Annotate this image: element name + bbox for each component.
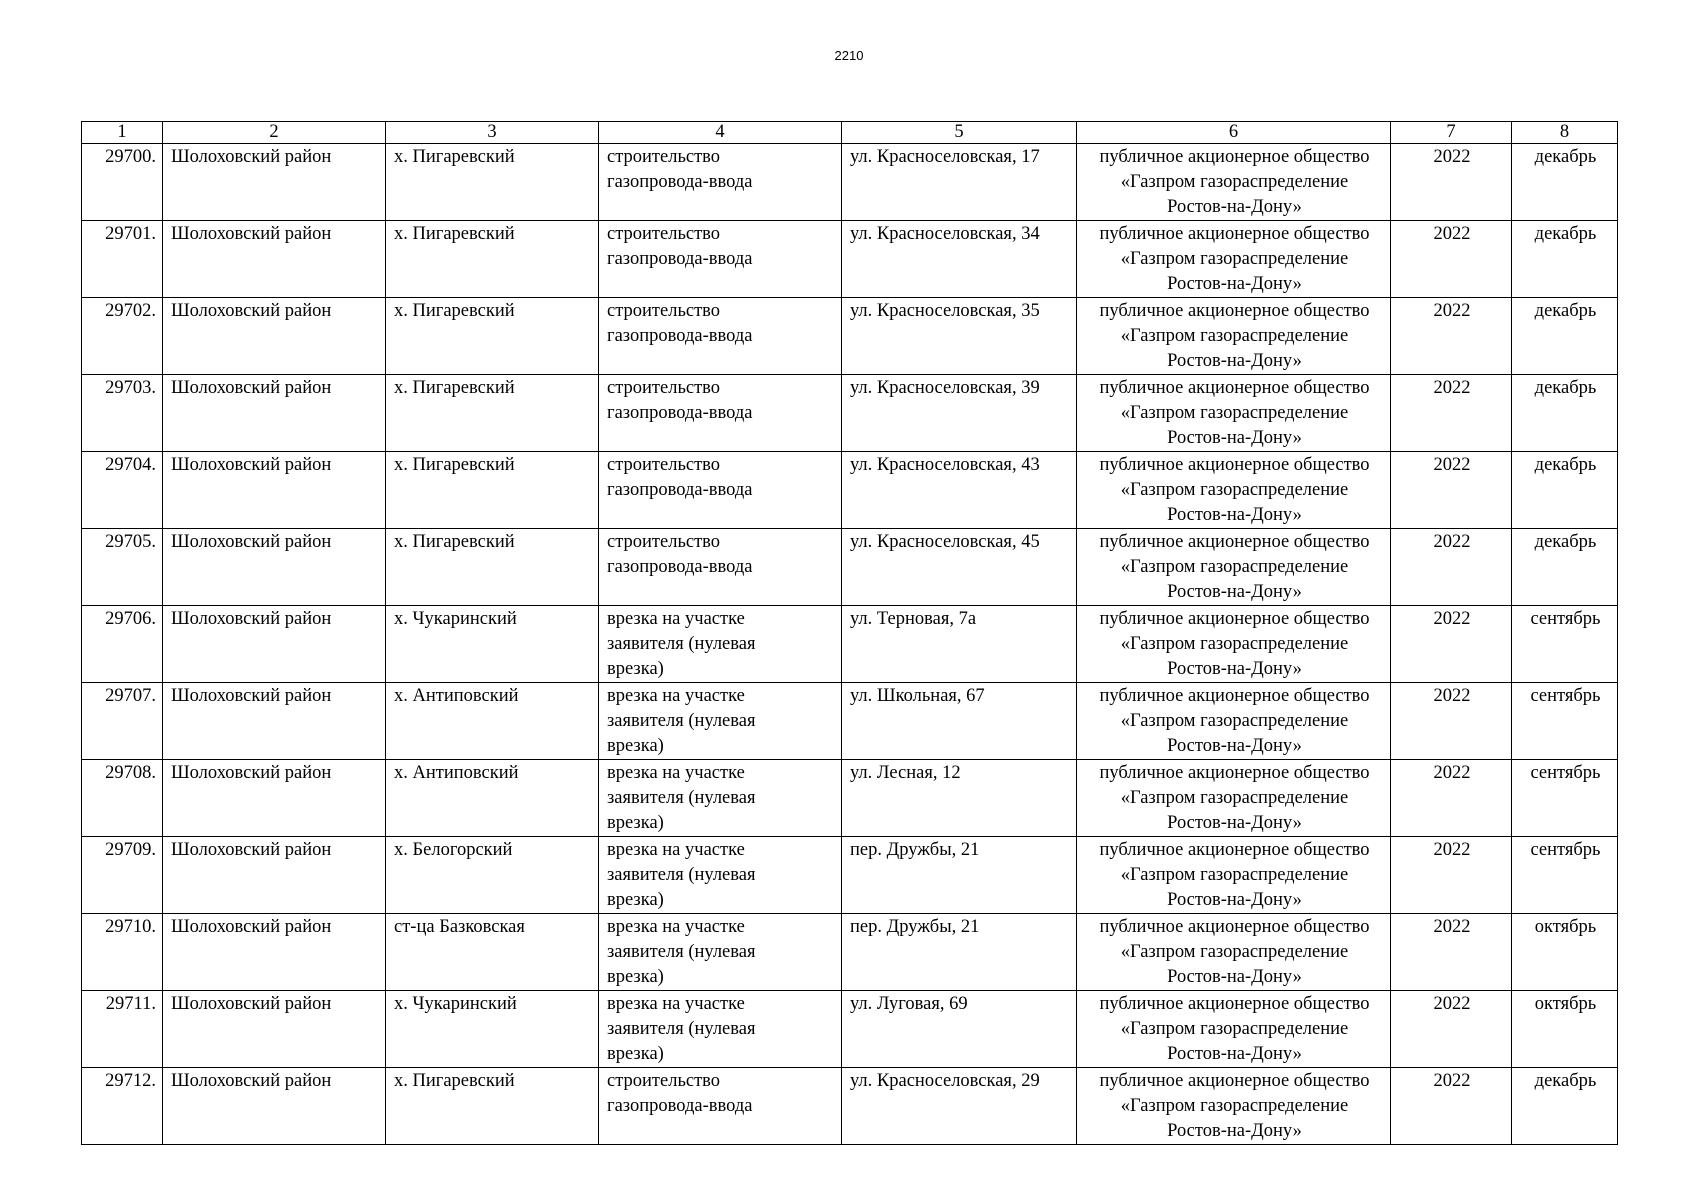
organization-line: публичное акционерное общество <box>1099 455 1370 475</box>
settlement-cell: ст-ца Базковская <box>386 914 599 991</box>
work-type-cell <box>599 144 842 221</box>
data-table <box>81 121 1618 1145</box>
column-header: 3 <box>386 122 599 144</box>
year-cell: 2022 <box>1391 375 1512 452</box>
organization-line: Ростов-на-Дону» <box>1167 659 1302 679</box>
table-row <box>82 144 1618 221</box>
work-line: врезка) <box>607 967 664 987</box>
organization-cell <box>1077 606 1391 683</box>
table-row <box>82 298 1618 375</box>
organization-line: «Газпром газораспределение <box>1120 403 1349 423</box>
table-row <box>82 837 1618 914</box>
work-line: врезка) <box>607 890 664 910</box>
work-line: заявителя (нулевая <box>607 942 756 962</box>
work-line: строительство <box>607 301 721 321</box>
table-row <box>82 529 1618 606</box>
organization-cell <box>1077 760 1391 837</box>
year-cell: 2022 <box>1391 837 1512 914</box>
row-number: 29707. <box>82 683 163 760</box>
settlement-cell: х. Пигаревский <box>386 529 599 606</box>
work-line: газопровода-ввода <box>607 249 753 269</box>
district-cell: Шолоховский район <box>163 1068 386 1145</box>
organization-line: Ростов-на-Дону» <box>1167 505 1302 525</box>
work-line: врезка на участке <box>607 609 745 629</box>
organization-line: публичное акционерное общество <box>1099 763 1370 783</box>
organization-line: публичное акционерное общество <box>1099 840 1370 860</box>
organization-line: Ростов-на-Дону» <box>1167 428 1302 448</box>
work-line: газопровода-ввода <box>607 1096 753 1116</box>
address-cell: ул. Красноселовская, 45 <box>842 529 1077 606</box>
work-line: врезка) <box>607 736 664 756</box>
organization-cell <box>1077 375 1391 452</box>
settlement-cell: х. Пигаревский <box>386 221 599 298</box>
settlement-cell: х. Антиповский <box>386 683 599 760</box>
organization-cell <box>1077 683 1391 760</box>
work-line: врезка на участке <box>607 763 745 783</box>
organization-line: «Газпром газораспределение <box>1120 326 1349 346</box>
column-header: 1 <box>82 122 163 144</box>
row-number: 29710. <box>82 914 163 991</box>
district-cell: Шолоховский район <box>163 683 386 760</box>
year-cell: 2022 <box>1391 452 1512 529</box>
organization-line: Ростов-на-Дону» <box>1167 890 1302 910</box>
district-cell: Шолоховский район <box>163 298 386 375</box>
work-line: газопровода-ввода <box>607 480 753 500</box>
table-row <box>82 375 1618 452</box>
table-row <box>82 760 1618 837</box>
row-number: 29704. <box>82 452 163 529</box>
organization-cell <box>1077 837 1391 914</box>
row-number: 29701. <box>82 221 163 298</box>
column-header: 2 <box>163 122 386 144</box>
work-line: врезка на участке <box>607 917 745 937</box>
work-type-cell <box>599 221 842 298</box>
organization-cell <box>1077 1068 1391 1145</box>
address-cell: ул. Красноселовская, 35 <box>842 298 1077 375</box>
year-cell: 2022 <box>1391 1068 1512 1145</box>
row-number: 29702. <box>82 298 163 375</box>
address-cell: ул. Луговая, 69 <box>842 991 1077 1068</box>
table-row <box>82 221 1618 298</box>
district-cell: Шолоховский район <box>163 914 386 991</box>
organization-line: «Газпром газораспределение <box>1120 711 1349 731</box>
work-line: строительство <box>607 147 721 167</box>
district-cell: Шолоховский район <box>163 144 386 221</box>
year-cell: 2022 <box>1391 760 1512 837</box>
settlement-cell: х. Чукаринский <box>386 991 599 1068</box>
work-line: газопровода-ввода <box>607 403 753 423</box>
settlement-cell: х. Пигаревский <box>386 298 599 375</box>
work-line: врезка) <box>607 1044 664 1064</box>
organization-line: Ростов-на-Дону» <box>1167 967 1302 987</box>
settlement-cell: х. Пигаревский <box>386 1068 599 1145</box>
settlement-cell: х. Пигаревский <box>386 375 599 452</box>
table-header-row <box>82 122 1618 144</box>
organization-line: Ростов-на-Дону» <box>1167 197 1302 217</box>
organization-line: «Газпром газораспределение <box>1120 172 1349 192</box>
row-number: 29712. <box>82 1068 163 1145</box>
year-cell: 2022 <box>1391 298 1512 375</box>
district-cell: Шолоховский район <box>163 529 386 606</box>
settlement-cell: х. Чукаринский <box>386 606 599 683</box>
page-number: 2210 <box>834 48 864 63</box>
address-cell: ул. Лесная, 12 <box>842 760 1077 837</box>
organization-line: «Газпром газораспределение <box>1120 480 1349 500</box>
month-cell: сентябрь <box>1512 683 1618 760</box>
work-line: газопровода-ввода <box>607 557 753 577</box>
work-line: газопровода-ввода <box>607 326 753 346</box>
work-line: врезка на участке <box>607 994 745 1014</box>
table-row <box>82 683 1618 760</box>
settlement-cell: х. Пигаревский <box>386 144 599 221</box>
organization-cell <box>1077 298 1391 375</box>
address-cell: пер. Дружбы, 21 <box>842 837 1077 914</box>
organization-line: публичное акционерное общество <box>1099 378 1370 398</box>
organization-line: публичное акционерное общество <box>1099 532 1370 552</box>
month-cell: сентябрь <box>1512 837 1618 914</box>
year-cell: 2022 <box>1391 606 1512 683</box>
organization-line: публичное акционерное общество <box>1099 1071 1370 1091</box>
organization-line: Ростов-на-Дону» <box>1167 582 1302 602</box>
work-line: строительство <box>607 378 721 398</box>
organization-line: «Газпром газораспределение <box>1120 249 1349 269</box>
work-line: строительство <box>607 532 721 552</box>
address-cell: ул. Красноселовская, 17 <box>842 144 1077 221</box>
year-cell: 2022 <box>1391 991 1512 1068</box>
organization-line: «Газпром газораспределение <box>1120 942 1349 962</box>
month-cell: декабрь <box>1512 375 1618 452</box>
organization-line: Ростов-на-Дону» <box>1167 351 1302 371</box>
table-row <box>82 991 1618 1068</box>
work-line: заявителя (нулевая <box>607 788 756 808</box>
organization-cell <box>1077 144 1391 221</box>
work-line: заявителя (нулевая <box>607 634 756 654</box>
row-number: 29708. <box>82 760 163 837</box>
organization-line: публичное акционерное общество <box>1099 994 1370 1014</box>
organization-line: публичное акционерное общество <box>1099 609 1370 629</box>
column-header: 4 <box>599 122 842 144</box>
month-cell: декабрь <box>1512 298 1618 375</box>
year-cell: 2022 <box>1391 221 1512 298</box>
month-cell: октябрь <box>1512 914 1618 991</box>
month-cell: декабрь <box>1512 452 1618 529</box>
district-cell: Шолоховский район <box>163 760 386 837</box>
column-header: 8 <box>1512 122 1618 144</box>
work-line: строительство <box>607 1071 721 1091</box>
month-cell: декабрь <box>1512 221 1618 298</box>
month-cell: декабрь <box>1512 144 1618 221</box>
work-type-cell <box>599 375 842 452</box>
address-cell: ул. Красноселовская, 43 <box>842 452 1077 529</box>
row-number: 29700. <box>82 144 163 221</box>
month-cell: октябрь <box>1512 991 1618 1068</box>
address-cell: ул. Красноселовская, 39 <box>842 375 1077 452</box>
row-number: 29703. <box>82 375 163 452</box>
column-header: 7 <box>1391 122 1512 144</box>
organization-line: «Газпром газораспределение <box>1120 634 1349 654</box>
month-cell: декабрь <box>1512 529 1618 606</box>
organization-line: Ростов-на-Дону» <box>1167 813 1302 833</box>
district-cell: Шолоховский район <box>163 221 386 298</box>
organization-line: публичное акционерное общество <box>1099 301 1370 321</box>
organization-cell <box>1077 529 1391 606</box>
district-cell: Шолоховский район <box>163 452 386 529</box>
organization-line: Ростов-на-Дону» <box>1167 1121 1302 1141</box>
address-cell: ул. Красноселовская, 29 <box>842 1068 1077 1145</box>
work-type-cell <box>599 991 842 1068</box>
table-row <box>82 606 1618 683</box>
year-cell: 2022 <box>1391 683 1512 760</box>
work-line: строительство <box>607 455 721 475</box>
month-cell: сентябрь <box>1512 760 1618 837</box>
organization-line: «Газпром газораспределение <box>1120 865 1349 885</box>
settlement-cell: х. Белогорский <box>386 837 599 914</box>
organization-line: публичное акционерное общество <box>1099 686 1370 706</box>
month-cell: сентябрь <box>1512 606 1618 683</box>
row-number: 29709. <box>82 837 163 914</box>
organization-line: публичное акционерное общество <box>1099 224 1370 244</box>
work-line: газопровода-ввода <box>607 172 753 192</box>
table-row <box>82 452 1618 529</box>
work-line: врезка) <box>607 659 664 679</box>
month-cell: декабрь <box>1512 1068 1618 1145</box>
table-row <box>82 914 1618 991</box>
organization-line: Ростов-на-Дону» <box>1167 736 1302 756</box>
column-header: 5 <box>842 122 1077 144</box>
settlement-cell: х. Пигаревский <box>386 452 599 529</box>
organization-line: «Газпром газораспределение <box>1120 1096 1349 1116</box>
organization-cell <box>1077 452 1391 529</box>
work-type-cell <box>599 683 842 760</box>
year-cell: 2022 <box>1391 914 1512 991</box>
organization-line: публичное акционерное общество <box>1099 147 1370 167</box>
district-cell: Шолоховский район <box>163 991 386 1068</box>
work-type-cell <box>599 837 842 914</box>
organization-line: «Газпром газораспределение <box>1120 788 1349 808</box>
address-cell: пер. Дружбы, 21 <box>842 914 1077 991</box>
year-cell: 2022 <box>1391 144 1512 221</box>
work-type-cell <box>599 606 842 683</box>
work-type-cell <box>599 1068 842 1145</box>
table-body <box>82 144 1618 1145</box>
work-line: врезка) <box>607 813 664 833</box>
row-number: 29706. <box>82 606 163 683</box>
address-cell: ул. Красноселовская, 34 <box>842 221 1077 298</box>
work-line: строительство <box>607 224 721 244</box>
work-type-cell <box>599 760 842 837</box>
row-number: 29705. <box>82 529 163 606</box>
work-type-cell <box>599 914 842 991</box>
column-header: 6 <box>1077 122 1391 144</box>
work-line: заявителя (нулевая <box>607 865 756 885</box>
work-type-cell <box>599 529 842 606</box>
year-cell: 2022 <box>1391 529 1512 606</box>
organization-cell <box>1077 914 1391 991</box>
work-line: заявителя (нулевая <box>607 1019 756 1039</box>
work-type-cell <box>599 298 842 375</box>
row-number: 29711. <box>82 991 163 1068</box>
organization-line: «Газпром газораспределение <box>1120 557 1349 577</box>
organization-cell <box>1077 221 1391 298</box>
settlement-cell: х. Антиповский <box>386 760 599 837</box>
organization-line: Ростов-на-Дону» <box>1167 274 1302 294</box>
work-line: заявителя (нулевая <box>607 711 756 731</box>
organization-line: Ростов-на-Дону» <box>1167 1044 1302 1064</box>
district-cell: Шолоховский район <box>163 837 386 914</box>
work-type-cell <box>599 452 842 529</box>
table-row <box>82 1068 1618 1145</box>
organization-cell <box>1077 991 1391 1068</box>
address-cell: ул. Школьная, 67 <box>842 683 1077 760</box>
district-cell: Шолоховский район <box>163 375 386 452</box>
address-cell: ул. Терновая, 7а <box>842 606 1077 683</box>
organization-line: публичное акционерное общество <box>1099 917 1370 937</box>
work-line: врезка на участке <box>607 840 745 860</box>
organization-line: «Газпром газораспределение <box>1120 1019 1349 1039</box>
work-line: врезка на участке <box>607 686 745 706</box>
district-cell: Шолоховский район <box>163 606 386 683</box>
